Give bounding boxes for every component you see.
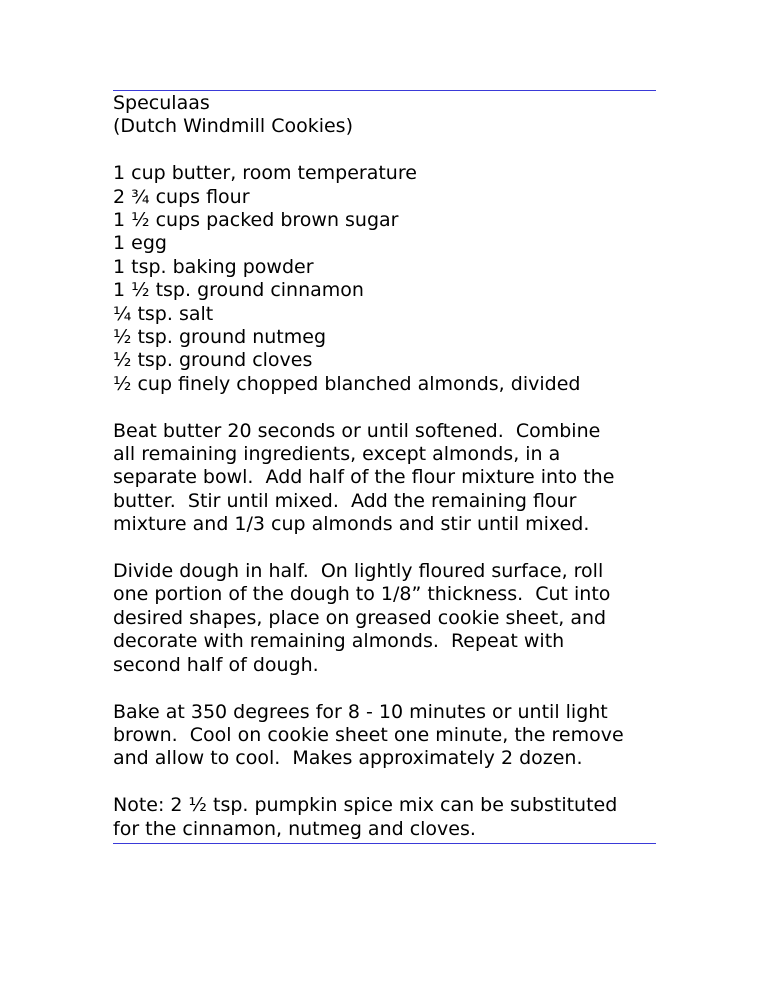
ingredient-item: ¼ tsp. salt	[113, 302, 214, 325]
note-line: for the cinnamon, nutmeg and cloves.	[113, 817, 476, 840]
paragraph-line: second half of dough.	[113, 653, 319, 676]
paragraph-line: Bake at 350 degrees for 8 - 10 minutes or until light	[113, 700, 608, 723]
ingredient-item: 1 egg	[113, 232, 167, 255]
ingredient-item: 1 ½ tsp. ground cinnamon	[113, 279, 364, 302]
recipe-subtitle: (Dutch Windmill Cookies)	[113, 115, 353, 138]
spacer	[113, 677, 673, 700]
ingredient-item: ½ tsp. ground nutmeg	[113, 326, 326, 349]
paragraph-line: desired shapes, place on greased cookie sheet, and	[113, 606, 607, 629]
spacer	[113, 537, 673, 560]
recipe-document	[113, 92, 673, 841]
paragraph-line: all remaining ingredients, except almonds, in a	[113, 443, 561, 466]
ingredients-list	[113, 162, 673, 396]
top-divider	[113, 90, 656, 91]
spacer	[113, 396, 673, 419]
paragraph-line: Divide dough in half. On lightly floured surface, roll	[113, 560, 604, 583]
ingredient-item: 1 cup butter, room temperature	[113, 162, 417, 185]
paragraph-line: and allow to cool. Makes approximately 2 dozen.	[113, 747, 583, 770]
paragraph-line: mixture and 1/3 cup almonds and stir until mixed.	[113, 513, 590, 536]
note-line: Note: 2 ½ tsp. pumpkin spice mix can be substituted	[113, 794, 618, 817]
ingredient-item: 1 ½ cups packed brown sugar	[113, 209, 399, 232]
recipe-title: Speculaas	[113, 92, 210, 114]
paragraph-line: butter. Stir until mixed. Add the remaining flour	[113, 489, 577, 512]
paragraph-line: brown. Cool on cookie sheet one minute, the remove	[113, 723, 624, 746]
spacer	[113, 771, 673, 794]
ingredient-item: 2 ¾ cups flour	[113, 185, 250, 208]
instructions-paragraph-baking	[113, 701, 673, 771]
instructions-paragraph-shaping	[113, 560, 673, 677]
ingredient-item: 1 tsp. baking powder	[113, 255, 314, 278]
recipe-note	[113, 794, 673, 841]
paragraph-line: separate bowl. Add half of the flour mixture into the	[113, 466, 615, 489]
paragraph-line: Beat butter 20 seconds or until softened. Combine	[113, 419, 601, 442]
ingredient-item: ½ tsp. ground cloves	[113, 349, 313, 372]
instructions-paragraph-mixing	[113, 420, 673, 537]
bottom-divider	[113, 843, 656, 844]
paragraph-line: decorate with remaining almonds. Repeat with	[113, 630, 565, 653]
ingredient-item: ½ cup finely chopped blanched almonds, divided	[113, 372, 581, 395]
spacer	[113, 139, 673, 162]
paragraph-line: one portion of the dough to 1/8” thickness. Cut into	[113, 583, 611, 606]
